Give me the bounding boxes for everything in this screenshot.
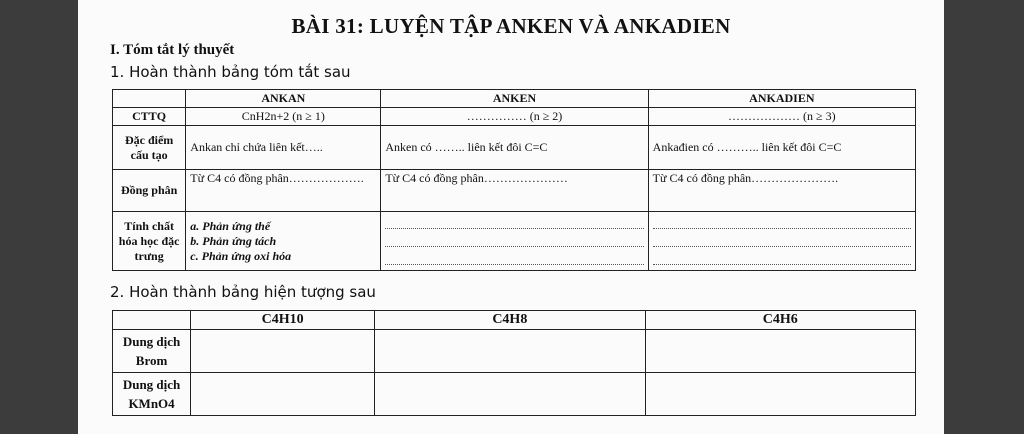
cell-cttq-ankadien: ……………… (n ≥ 3) [648, 108, 915, 126]
header-c4h8: C4H8 [375, 311, 645, 330]
cell-brom-c4h8[interactable] [375, 330, 645, 373]
header-c4h6: C4H6 [645, 311, 915, 330]
corner-cell-2 [113, 311, 191, 330]
question-2: 2. Hoàn thành bảng hiện tượng sau [110, 283, 376, 301]
cell-kmno4-c4h8[interactable] [375, 373, 645, 416]
summary-table [112, 89, 916, 271]
row-label-brom: Dung dịch Brom [113, 330, 191, 373]
question-1: 1. Hoàn thành bảng tóm tắt sau [110, 63, 351, 81]
row-label-dac-diem: Đặc điểm cấu tạo [113, 126, 186, 170]
cell-kmno4-c4h6[interactable] [645, 373, 915, 416]
row-label-cttq: CTTQ [113, 108, 186, 126]
reaction-elimination: b. Phản ứng tách [190, 233, 277, 248]
page-title: BÀI 31: LUYỆN TẬP ANKEN VÀ ANKADIEN [291, 14, 731, 38]
header-ankan: ANKAN [186, 90, 381, 108]
reaction-oxidation: c. Phản ứng oxi hóa [190, 248, 292, 263]
right-dark-margin [944, 0, 1024, 434]
header-c4h10: C4H10 [191, 311, 375, 330]
document-page [78, 0, 944, 434]
cell-cttq-ankan: CnH2n+2 (n ≥ 1) [186, 108, 381, 126]
cell-tinhchat-anken[interactable] [381, 212, 648, 271]
cell-brom-c4h6[interactable] [645, 330, 915, 373]
cell-dacdiem-ankadien: Ankađien có ……….. liên kết đôi C=C [648, 126, 915, 170]
row-label-dong-phan: Đồng phân [113, 170, 186, 212]
cell-dacdiem-ankan: Ankan chỉ chứa liên kết….. [186, 126, 381, 170]
reaction-substitution: a. Phản ứng thế [190, 218, 271, 233]
cell-cttq-anken: …………… (n ≥ 2) [381, 108, 648, 126]
row-label-kmno4: Dung dịch KMnO4 [113, 373, 191, 416]
left-dark-margin [0, 0, 78, 434]
phenomenon-table [112, 310, 916, 416]
header-ankadien: ANKADIEN [648, 90, 915, 108]
cell-kmno4-c4h10[interactable] [191, 373, 375, 416]
header-anken: ANKEN [381, 90, 648, 108]
corner-cell [113, 90, 186, 108]
cell-dongphan-ankan: Từ C4 có đồng phân………………. [186, 170, 381, 212]
section-heading: I. Tóm tắt lý thuyết [110, 42, 235, 58]
cell-tinhchat-ankan [186, 212, 381, 271]
row-label-tinh-chat: Tính chất hóa học đặc trưng [113, 212, 186, 271]
cell-brom-c4h10[interactable] [191, 330, 375, 373]
cell-tinhchat-ankadien[interactable] [648, 212, 915, 271]
cell-dongphan-anken: Từ C4 có đồng phân………………… [381, 170, 648, 212]
cell-dongphan-ankadien: Từ C4 có đồng phân…………………. [648, 170, 915, 212]
cell-dacdiem-anken: Anken có …….. liên kết đôi C=C [381, 126, 648, 170]
